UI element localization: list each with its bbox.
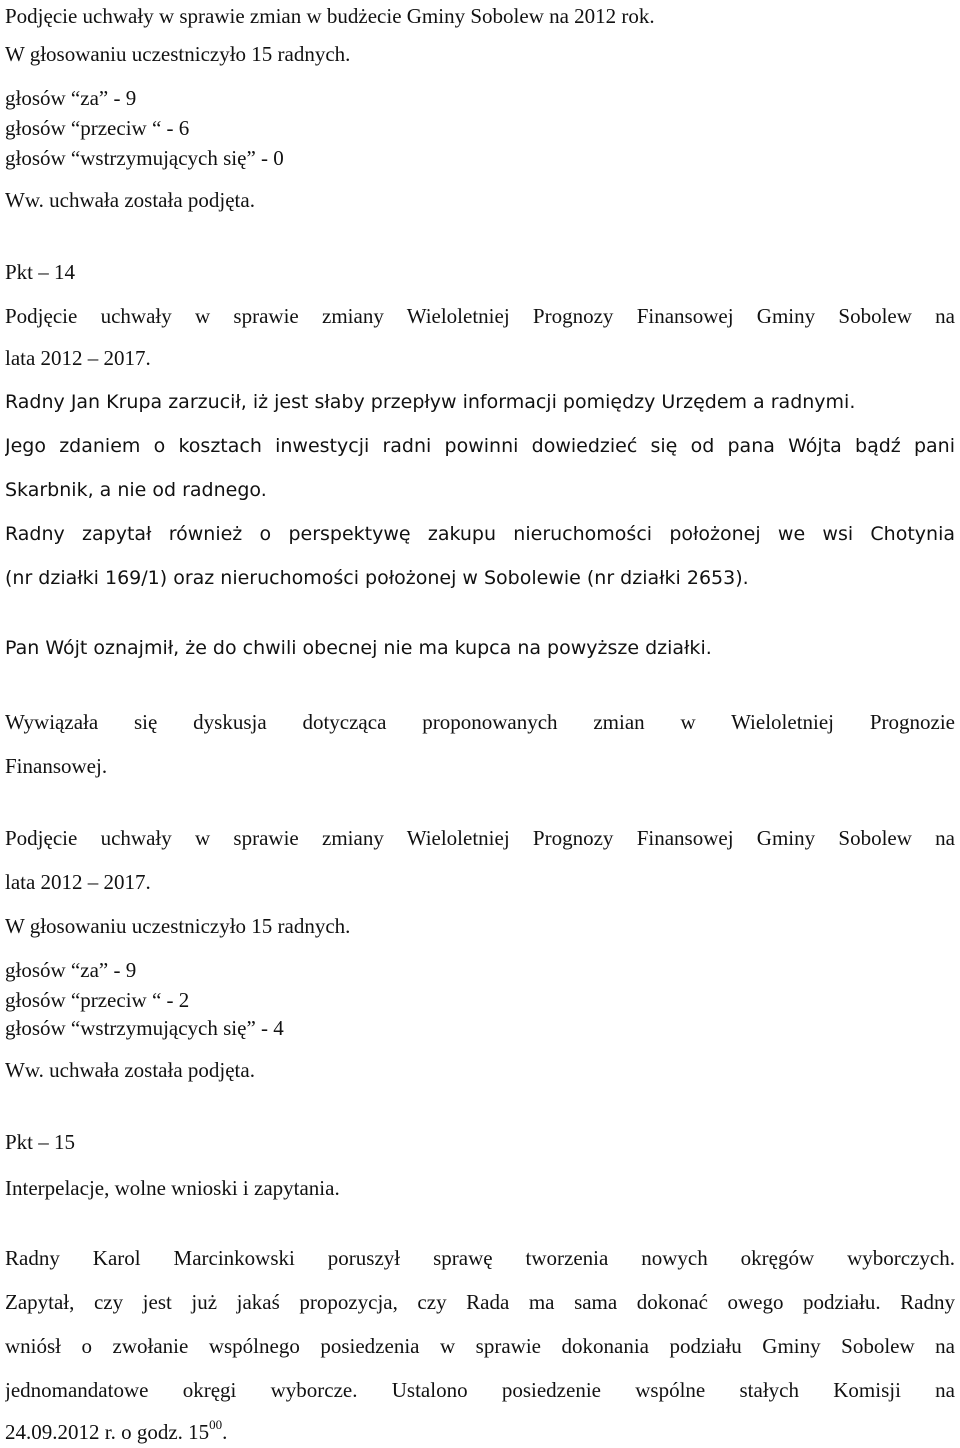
text-line: Radny Karol Marcinkowski poruszył sprawę tworzenia nowych okręgów wyborczych. xyxy=(5,1246,955,1270)
text-line: Interpelacje, wolne wnioski i zapytania. xyxy=(5,1176,340,1200)
text-line: Radny Jan Krupa zarzucił, iż jest słaby przepływ informacji pomiędzy Urzędem a radnymi. xyxy=(5,391,856,413)
text-line: głosów “za” - 9 xyxy=(5,86,137,110)
text-line: głosów “wstrzymujących się” - 4 xyxy=(5,1016,284,1040)
meeting-time-minutes: 00 xyxy=(209,1417,223,1432)
text-line: głosów “za” - 9 xyxy=(5,958,137,982)
text-line: Radny zapytał również o perspektywę zakupu nieruchomości położonej we wsi Chotynia xyxy=(5,523,955,545)
text-line: lata 2012 – 2017. xyxy=(5,870,151,894)
text-line: Podjęcie uchwały w sprawie zmiany Wieloletniej Prognozy Finansowej Gminy Sobolew na xyxy=(5,826,955,850)
text-line: Ww. uchwała została podjęta. xyxy=(5,188,255,212)
text-line: Jego zdaniem o kosztach inwestycji radni powinni dowiedzieć się od pana Wójta bądź pani xyxy=(5,435,955,457)
text-line: Wywiązała się dyskusja dotycząca proponowanych zmian w Wieloletniej Prognozie xyxy=(5,710,955,734)
text-line: wniósł o zwołanie wspólnego posiedzenia w sprawie dokonania podziału Gminy Sobolew na xyxy=(5,1334,955,1358)
text-line: Pkt – 14 xyxy=(5,260,76,284)
text-line: Pan Wójt oznajmił, że do chwili obecnej nie ma kupca na powyższe działki. xyxy=(5,637,712,659)
text-line: (nr działki 169/1) oraz nieruchomości położonej w Sobolewie (nr działki 2653). xyxy=(5,567,749,589)
text-line: jednomandatowe okręgi wyborcze. Ustalono posiedzenie wspólne stałych Komisji na xyxy=(5,1378,955,1402)
text-line: Skarbnik, a nie od radnego. xyxy=(5,479,267,501)
meeting-date-period: . xyxy=(222,1420,228,1444)
meeting-date-text: 24.09.2012 r. o godz. 15 xyxy=(5,1420,210,1444)
text-line: Zapytał, czy jest już jakaś propozycja, czy Rada ma sama dokonać owego podziału. Radny xyxy=(5,1290,955,1314)
text-line: Finansowej. xyxy=(5,754,108,778)
text-line: głosów “przeciw “ - 2 xyxy=(5,988,190,1012)
text-line: głosów “przeciw “ - 6 xyxy=(5,116,190,140)
text-line: Podjęcie uchwały w sprawie zmian w budżecie Gminy Sobolew na 2012 rok. xyxy=(5,4,655,28)
text-line: Ww. uchwała została podjęta. xyxy=(5,1058,255,1082)
text-line-last xyxy=(5,1417,955,1447)
text-line: Pkt – 15 xyxy=(5,1130,76,1154)
text-line: lata 2012 – 2017. xyxy=(5,346,151,370)
text-line: głosów “wstrzymujących się” - 0 xyxy=(5,146,284,170)
text-line: W głosowaniu uczestniczyło 15 radnych. xyxy=(5,914,351,938)
text-line: Podjęcie uchwały w sprawie zmiany Wieloletniej Prognozy Finansowej Gminy Sobolew na xyxy=(5,304,955,328)
text-line: W głosowaniu uczestniczyło 15 radnych. xyxy=(5,42,351,66)
